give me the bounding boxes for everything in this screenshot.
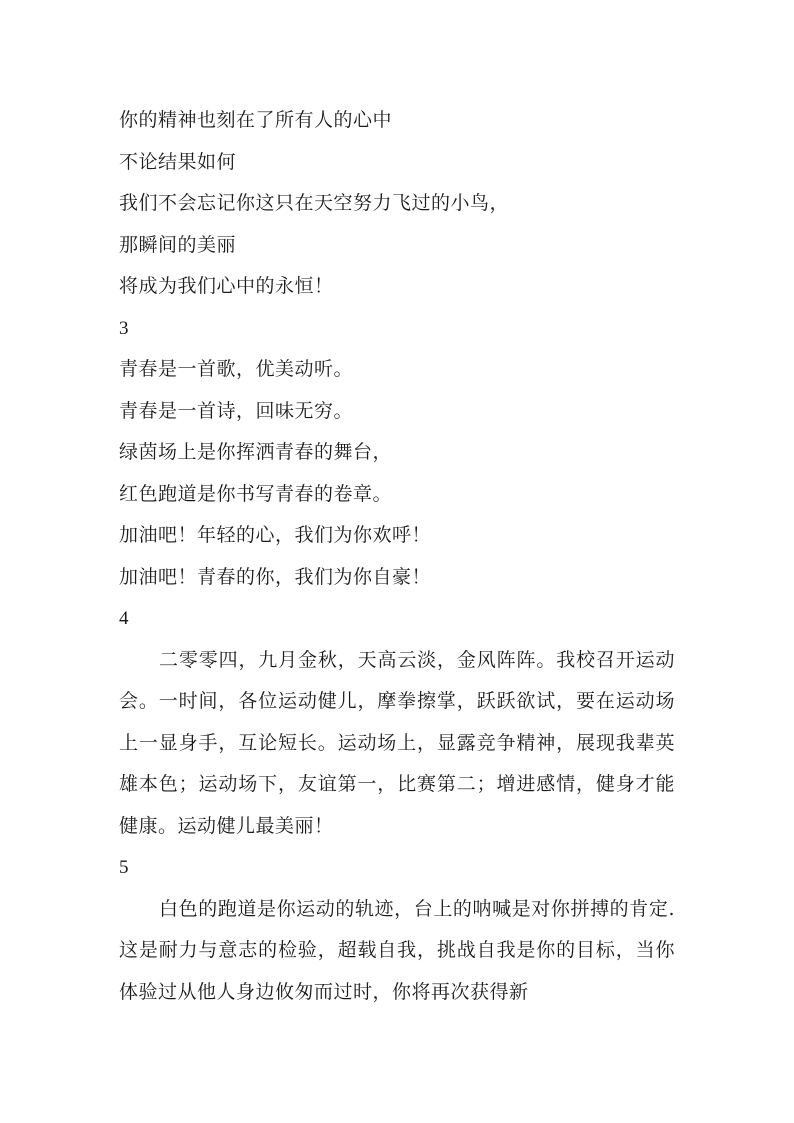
poem-line: 青春是一首诗，回味无穷。 [119, 399, 354, 422]
section-paragraph: 二零零四，九月金秋，天高云淡，金风阵阵。我校召开运动会。一时间，各位运动健儿，摩拳擦掌，跃跃欲试，要在运动场上一显身手，互论短长。运动场上，显露竞争精神，展现我辈英雄本色；运动场下，友谊第一，比赛第二；增进感情，健身才能健康。运动健儿最美丽！ [119, 648, 675, 837]
section-number: 4 [119, 608, 129, 629]
poem-line: 红色跑道是你书写青春的卷章。 [119, 482, 393, 505]
section-number: 3 [119, 317, 129, 339]
document-body [119, 100, 675, 1013]
section-paragraph: 白色的跑道是你运动的轨迹，台上的呐喊是对你拼搏的肯定. 这是耐力与意志的检验，超载自我，挑战自我是你的目标，当你体验过从他人身边攸匆而过时，你将再次获得新 [119, 897, 675, 1003]
text-line: 我们不会忘记你这只在天空努力飞过的小鸟， [119, 192, 510, 214]
text-line: 你的精神也刻在了所有人的心中 [119, 109, 393, 131]
poem-line: 绿茵场上是你挥洒青春的舞台， [119, 441, 393, 463]
section-number: 5 [119, 857, 129, 878]
poem-line: 青春是一首歌，优美动听。 [119, 358, 354, 380]
poem-line: 加油吧！年轻的心，我们为你欢呼！ [119, 524, 432, 546]
poem-line: 加油吧！青春的你，我们为你自豪！ [119, 565, 432, 588]
text-line: 那瞬间的美丽 [119, 233, 237, 256]
text-line: 不论结果如何 [119, 150, 237, 173]
text-line: 将成为我们心中的永恒！ [119, 275, 334, 297]
